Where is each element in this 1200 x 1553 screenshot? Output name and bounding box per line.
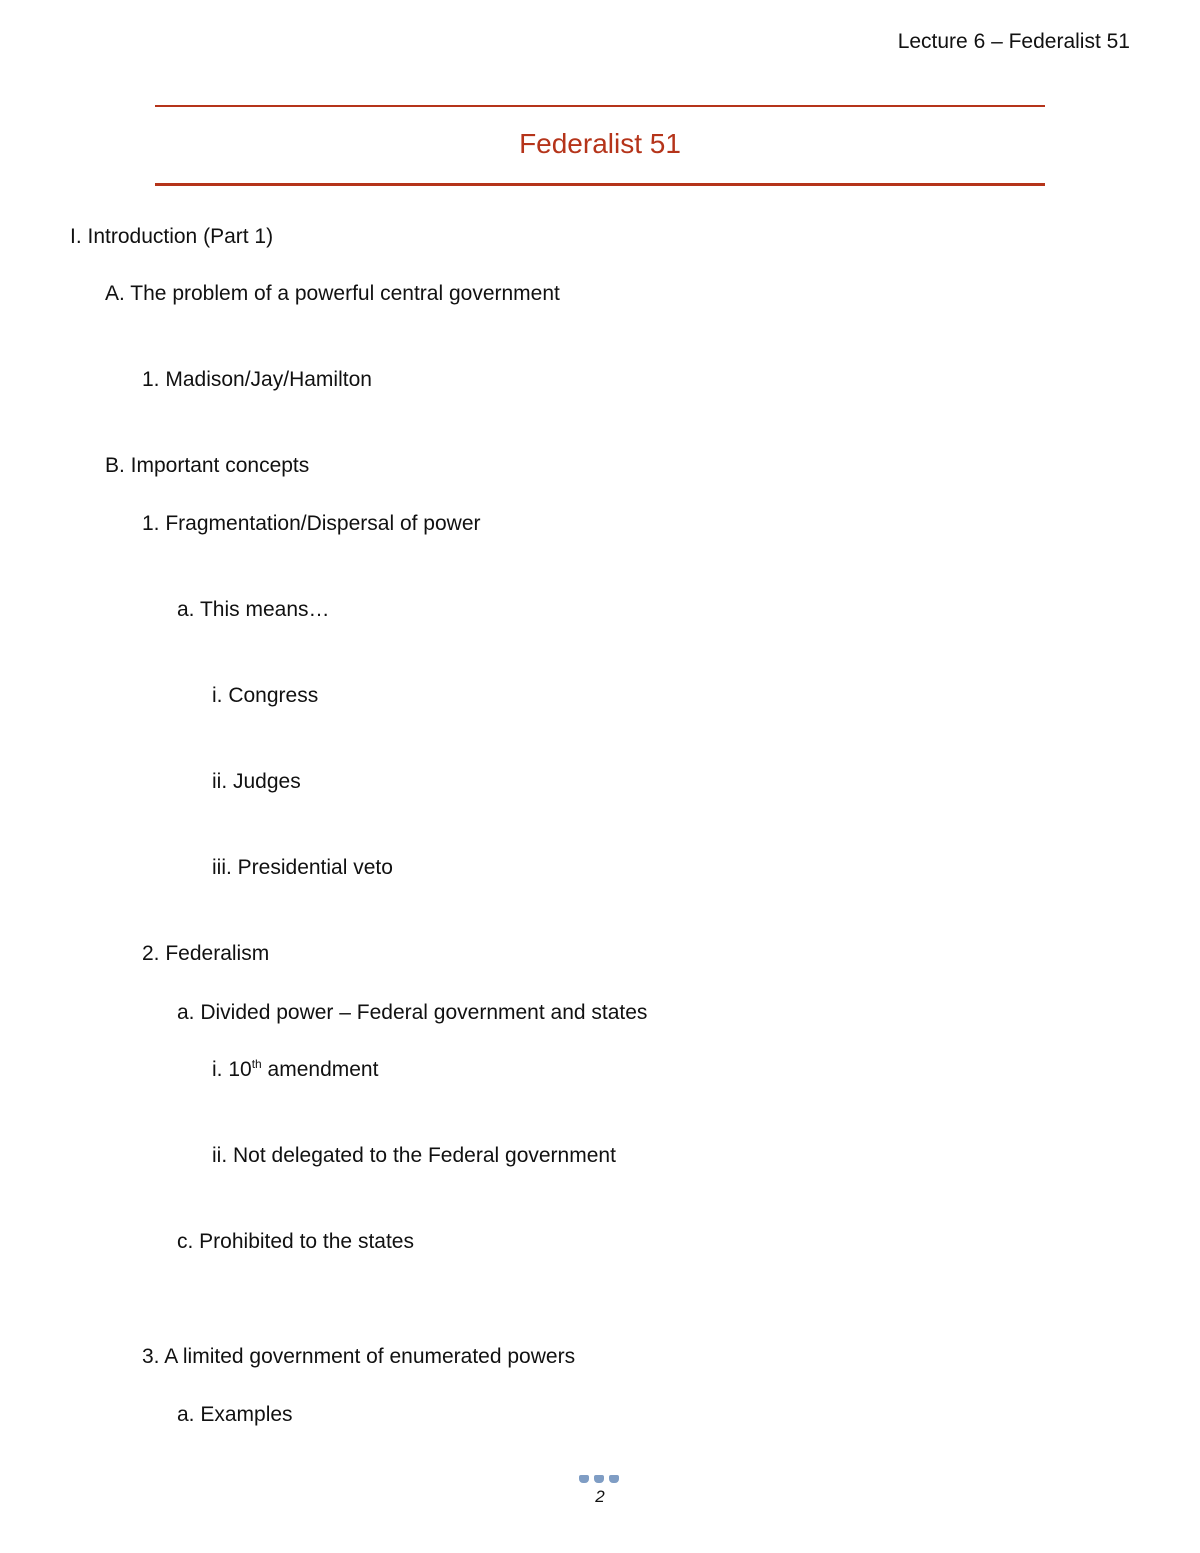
ornament-dot — [594, 1475, 604, 1483]
amendment-suffix: amendment — [261, 1058, 379, 1081]
outline-item: ii. Not delegated to the Federal government — [212, 1144, 616, 1167]
outline-section-heading: I. Introduction (Part 1) — [70, 225, 274, 248]
ornament-dot — [609, 1475, 619, 1483]
outline-item: i. Congress — [212, 684, 319, 707]
outline-item: a. Divided power – Federal government and states — [177, 1001, 648, 1024]
outline-item: 3. A limited government of enumerated powers — [142, 1345, 576, 1368]
ornament-dot — [579, 1475, 589, 1483]
title-top-rule — [155, 105, 1045, 107]
outline-item-amendment — [212, 1058, 378, 1082]
title-bottom-rule — [155, 183, 1045, 186]
outline-item: a. This means… — [177, 598, 330, 621]
three-dots-ornament-icon — [579, 1475, 621, 1485]
running-header: Lecture 6 – Federalist 51 — [897, 30, 1130, 53]
outline-item: a. Examples — [177, 1403, 293, 1426]
outline-item: iii. Presidential veto — [212, 856, 393, 879]
amendment-prefix: i. 10 — [212, 1058, 252, 1081]
outline-item: ii. Judges — [212, 770, 301, 793]
outline-item: 2. Federalism — [142, 942, 270, 965]
outline-item: 1. Madison/Jay/Hamilton — [142, 368, 372, 391]
outline-item: 1. Fragmentation/Dispersal of power — [142, 512, 481, 535]
ordinal-superscript: th — [251, 1057, 262, 1071]
page-number: 2 — [595, 1487, 605, 1506]
outline-item: B. Important concepts — [105, 454, 310, 477]
outline-item: c. Prohibited to the states — [177, 1230, 414, 1253]
outline-item: A. The problem of a powerful central government — [105, 282, 560, 305]
document-title: Federalist 51 — [519, 128, 681, 159]
